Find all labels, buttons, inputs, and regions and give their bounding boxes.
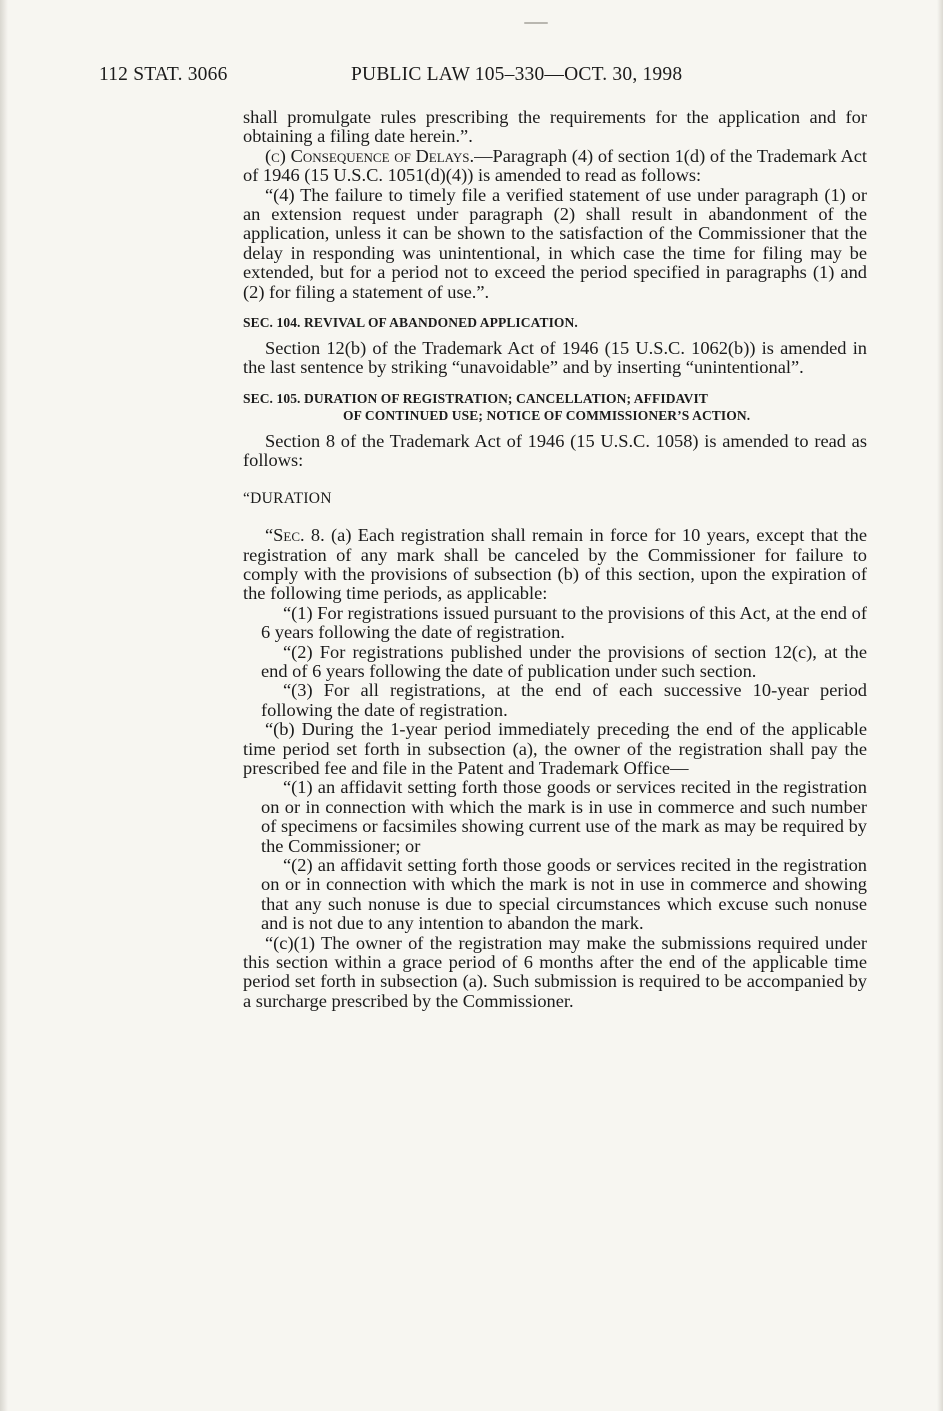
running-header — [99, 64, 759, 88]
statute-page-number: 112 STAT. 3066 — [99, 64, 228, 85]
subsection-b: “(b) During the 1-year period immediately preceding the end of the applicable time period set forth in subsection (a), the owner of the registration shall pay the prescribed fee and file in the Patent and Trademark Office— — [243, 719, 867, 778]
body-text — [243, 108, 867, 1011]
section-8a-paragraph — [243, 526, 867, 604]
scan-mark — [524, 22, 548, 24]
subparagraph-b1: “(1) an affidavit setting forth those goods or services recited in the registration on or in connection with which the mark is in use in commerce and such number of specimens or facsimiles showing current use of the mark as may be required by the Commissioner; or — [261, 777, 867, 856]
section-104-heading: SEC. 104. REVIVAL OF ABANDONED APPLICATION. — [243, 315, 578, 331]
section-104-body: Section 12(b) of the Trademark Act of 1946 (15 U.S.C. 1062(b)) is amended in the last sentence by striking “unavoidable” and by inserting “unintentional”. — [243, 338, 867, 378]
section-105-body: Section 8 of the Trademark Act of 1946 (15 U.S.C. 1058) is amended to read as follows: — [243, 430, 867, 471]
paragraph-text: —Paragraph (4) of section 1(d) of the Trademark Act of 1946 (15 U.S.C. 1051(d)(4)) is amended to read as follows: — [243, 145, 867, 186]
subparagraph-a3: “(3) For all registrations, at the end of each successive 10-year period following the date of registration. — [261, 680, 867, 720]
page-edge-shadow-left — [0, 0, 8, 1411]
section-105-heading — [243, 390, 867, 424]
paragraph-text: 8. (a) Each registration shall remain in force for 10 years, except that the registration of any mark shall be canceled by the Commissioner for failure to comply with the provisions of subsection (b) of this section, upon the expiration of the following time periods, as applicable: — [243, 525, 867, 604]
duration-heading: “DURATION — [243, 489, 332, 507]
subsection-c1: “(c)(1) The owner of the registration may make the submissions required under this section within a grace period of 6 months after the end of the applicable time period set forth in subsection (a). Such submission is required to be accompanied by a surcharge prescribed by the Commissioner. — [243, 932, 867, 1011]
paragraph-quoted-amendment: “(4) The failure to timely file a verified statement of use under paragraph (1) or an extension request under paragraph (2) shall result in abandonment of the application, unless it can be shown to the satisfaction of the Commissioner that the delay in responding was unintentional, in which case the time for filing may be extended, but for a period not to exceed the period specified in paragraphs (1) and (2) for filing a statement of use.”. — [243, 184, 867, 302]
subparagraph-b2: “(2) an affidavit setting forth those goods or services recited in the registration on or in connection with which the mark is not in use in commerce and showing that any such nonuse is due to special circumstances which excuse such nonuse and is not due to any intention to abandon the mark. — [261, 855, 867, 934]
paragraph-consequence-of-delays — [243, 147, 867, 186]
subparagraph-a2: “(2) For registrations published under the provisions of section 12(c), at the end of 6 years following the date of publication under such section. — [261, 641, 867, 681]
section-105-heading-line2: OF CONTINUED USE; NOTICE OF COMMISSIONER’S ACTION. — [343, 407, 751, 423]
subsection-heading: (c) Consequence of Delays. — [265, 145, 475, 166]
subparagraph-a1: “(1) For registrations issued pursuant to the provisions of this Act, at the end of 6 years following the date of registration. — [261, 602, 867, 643]
section-label: “Sec. — [265, 525, 305, 546]
section-105-heading-line1: SEC. 105. DURATION OF REGISTRATION; CANCELLATION; AFFIDAVIT — [243, 390, 708, 406]
page-edge-shadow-right — [937, 0, 943, 1411]
public-law-citation: PUBLIC LAW 105–330—OCT. 30, 1998 — [351, 64, 683, 85]
paragraph-continuation: shall promulgate rules prescribing the requirements for the application and for obtaining a filing date herein.”. — [243, 107, 867, 147]
